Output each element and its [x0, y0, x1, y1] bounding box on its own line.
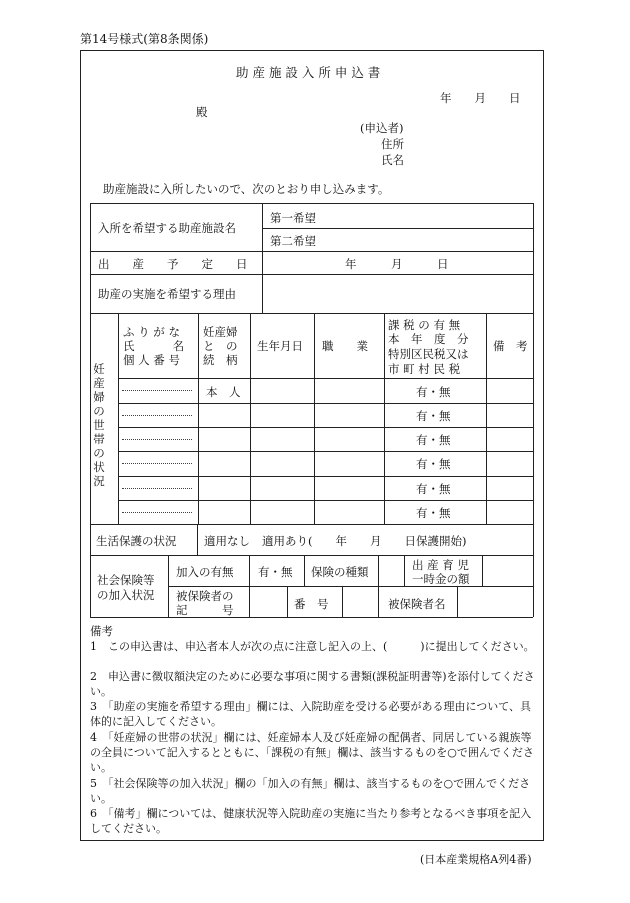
- insurance-label-2: の加入状況: [97, 588, 155, 602]
- due-date-value: 年 月 日: [345, 257, 449, 271]
- dotted-line: [122, 454, 192, 464]
- applicant-name: 氏名: [381, 153, 404, 167]
- welfare-applied: 適用あり( 年 月 日保護開始): [262, 534, 467, 548]
- rule: [262, 228, 533, 229]
- rule: [384, 313, 385, 524]
- rule: [90, 555, 533, 556]
- col-relation-2: と の: [203, 339, 238, 353]
- rule: [90, 274, 533, 275]
- notes-title: 備考: [90, 624, 113, 638]
- dotted-line: [122, 430, 192, 440]
- facility-label: 入所を希望する助産施設名: [98, 221, 236, 235]
- rule: [197, 524, 198, 555]
- intro-text: 助産施設に入所したいので、次のとおり申し込みます。: [103, 182, 390, 196]
- welfare-label: 生活保護の状況: [96, 534, 177, 548]
- col-tax-1: 課 税 の 有 無: [388, 318, 461, 332]
- note-item: 2 申込書に徴収額決定のために必要な事項に関する書類(課税証明書等)を添付してください。: [90, 670, 535, 698]
- tax-value: 有・無: [416, 482, 451, 496]
- reason-label: 助産の実施を希望する理由: [98, 287, 236, 301]
- rule: [533, 203, 534, 617]
- rule: [250, 313, 251, 524]
- col-job: 職 業: [322, 339, 368, 353]
- lump-sum-1: 出 産 育 児: [412, 558, 469, 572]
- insured-symbol-2: 記 号: [176, 603, 234, 617]
- note-item: 1 この申込書は、申込者本人が次の点に注意し記入の上、( )に提出してください。: [90, 640, 535, 653]
- tax-value: 有・無: [416, 433, 451, 447]
- col-tax-2: 本 年 度 分: [388, 332, 469, 346]
- rule: [90, 251, 533, 252]
- rule: [118, 451, 533, 452]
- col-notes: 備 考: [493, 339, 528, 353]
- rule: [457, 586, 458, 617]
- number-label: 番 号: [294, 597, 329, 611]
- col-name-3: 個 人 番 号: [123, 353, 180, 367]
- applicant-label: (申込者): [360, 121, 404, 135]
- rule: [118, 500, 533, 501]
- col-tax-4: 市 町 村 民 税: [388, 362, 461, 376]
- dotted-line: [122, 406, 192, 416]
- enrolled-label: 加入の有無: [176, 565, 234, 579]
- dotted-line: [122, 503, 192, 513]
- rule: [168, 586, 533, 587]
- rule: [118, 313, 119, 524]
- welfare-none: 適用なし: [204, 534, 250, 548]
- rule: [314, 313, 315, 524]
- col-birth: 生年月日: [257, 339, 303, 353]
- form-title: 助 産 施 設 入 所 申 込 書: [236, 65, 381, 80]
- footer-standard: (日本産業規格A列4番): [420, 853, 532, 866]
- rule: [404, 555, 405, 586]
- rule: [90, 203, 533, 204]
- rule: [90, 617, 533, 618]
- tax-value: 有・無: [416, 385, 451, 399]
- household-label: 妊産婦の世帯の状況: [93, 362, 105, 488]
- first-choice: 第一希望: [270, 211, 316, 225]
- rule: [304, 555, 305, 586]
- rule: [262, 203, 263, 313]
- note-item: 4 「妊産婦の世帯の状況」欄には、妊産婦本人及び妊産婦の配偶者、同居している親族等の全員について記入するとともに、「課税の有無」欄は、該当するものを○で囲んでください。: [90, 731, 534, 774]
- tax-value: 有・無: [416, 506, 451, 520]
- rule: [482, 555, 483, 586]
- note-item: 3 「助産の実施を希望する理由」欄には、入院助産を受ける必要がある理由について、具体的に記入してください。: [90, 700, 532, 728]
- note-item: 6 「備考」欄については、健康状況等入院助産の実施に当たり参考となるべき事項を記入してください。: [90, 807, 532, 835]
- applicant-address: 住所: [381, 137, 404, 151]
- rule: [118, 476, 533, 477]
- dotted-line: [122, 479, 192, 489]
- rule: [90, 524, 533, 525]
- col-relation-1: 妊産婦: [203, 325, 238, 339]
- lump-sum-2: 一時金の額: [412, 572, 470, 586]
- rule: [198, 313, 199, 524]
- col-tax-3: 特別区民税又は: [388, 347, 469, 361]
- rule: [118, 427, 533, 428]
- dotted-line: [122, 381, 192, 391]
- col-name-2: 氏 名: [123, 339, 185, 353]
- rule: [118, 403, 533, 404]
- tax-value: 有・無: [416, 457, 451, 471]
- insurance-type-label: 保険の種類: [311, 565, 369, 579]
- form-number: 第14号様式(第8条関係): [80, 32, 209, 46]
- relation-self: 本 人: [206, 385, 241, 399]
- rule: [249, 555, 250, 617]
- rule: [118, 378, 533, 379]
- addressee: 殿: [196, 105, 208, 119]
- rule: [168, 555, 169, 617]
- second-choice: 第二希望: [270, 234, 316, 248]
- rule: [378, 555, 379, 617]
- insurance-label-1: 社会保険等: [97, 573, 155, 587]
- tax-value: 有・無: [416, 409, 451, 423]
- rule: [287, 586, 288, 617]
- rule: [486, 313, 487, 524]
- insured-symbol-1: 被保険者の: [176, 589, 234, 603]
- enrolled-value: 有・無: [258, 565, 293, 579]
- note-item: 5 「社会保険等の加入状況」欄の「加入の有無」欄は、該当するものを○で囲んでください。: [90, 777, 531, 805]
- rule: [90, 203, 91, 617]
- col-name-1: ふ り が な: [123, 325, 180, 339]
- col-relation-3: 続 柄: [203, 353, 238, 367]
- date-line: 年 月 日: [440, 91, 521, 105]
- insured-name-label: 被保険者名: [388, 597, 446, 611]
- rule: [342, 586, 343, 617]
- rule: [90, 313, 533, 314]
- due-date-label: 出 産 予 定 日: [98, 257, 248, 271]
